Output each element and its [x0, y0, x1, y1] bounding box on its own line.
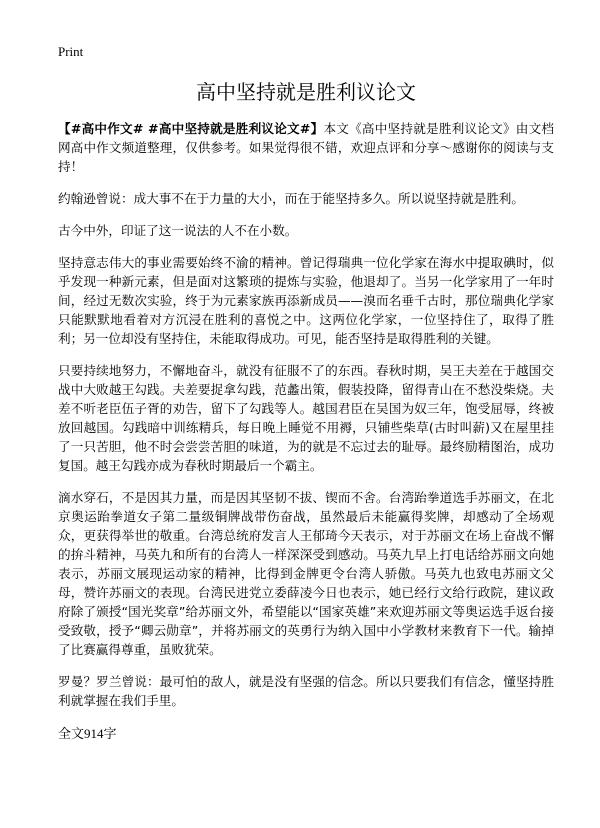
word-count-prefix: 全文 [58, 727, 85, 742]
paragraph-conclusion: 罗曼？罗兰曾说：最可怕的敌人，就是没有坚强的信念。所以只要我们有信念，懂坚持胜利就掌握在我们手里。 [58, 674, 554, 708]
paragraph-chemist: 坚持意志伟大的事业需要始终不渝的精神。曾记得瑞典一位化学家在海水中提取碘时，似乎发现一种新元素，但是面对这繁琐的提炼与实验，他退却了。当另一化学家用了一年时间，经过无数次实验，终于为元素家族再添新成员——溴而名垂千古时，那位瑞典化学家只能默默地看着对方沉浸在胜利的喜悦之中。这两位化学家，一位坚持住了，取得了胜利；另一位却没有坚持住，未能取得成功。可见，能否坚持是取得胜利的关键。 [58, 255, 554, 346]
article-tags: 【#高中作文# #高中坚持就是胜利议论文#】 [58, 121, 324, 136]
paragraph-thesis: 古今中外，印证了这一说法的人不在小数。 [58, 223, 298, 238]
print-label: Print [58, 44, 84, 59]
word-count [58, 724, 554, 744]
article-title: 高中坚持就是胜利议论文 [196, 80, 416, 104]
intro-paragraph [58, 119, 554, 176]
word-count-suffix: 字 [103, 727, 117, 742]
word-count-number: 914 [84, 726, 104, 741]
intro-text: 本文《高中坚持就是胜利议论文》由文档网高中作文频道整理，仅供参考。如果觉得很不错，欢迎点评和分享～感谢你的阅读与支持！ [58, 121, 554, 174]
paragraph-goujian: 只要持续地努力，不懈地奋斗，就没有征服不了的东西。春秋时期，吴王夫差在于越国交战中大败越王勾践。夫差要捉拿勾践，范蠡出策，假装投降，留得青山在不愁没柴烧。夫差不听老臣伍子胥的劝告，留下了勾践等人。越国君臣在吴国为奴三年，饱受屈辱，终被放回越国。勾践暗中训练精兵，每日晚上睡觉不用褥，只铺些柴草(古时叫薪)又在屋里挂了一只苦胆，他不时会尝尝苦胆的味道，为的就是不忘过去的耻辱。最终励精图治，成功复国。越王勾践亦成为春秋时期最后一个霸主。 [58, 363, 554, 473]
paragraph-su-liwen: 滴水穿石，不是因其力量，而是因其坚韧不拔、锲而不舍。台湾跆拳道选手苏丽文，在北京奥运跆拳道女子第二量级铜牌战带伤奋战，虽然最后未能赢得奖牌，却感动了全场观众，更获得举世的敬重。台湾总统府发言人王郁琦今天表示，对于苏丽文在场上奋战不懈的拚斗精神，马英九和所有的台湾人一样深深受到感动。马英九早上打电话给苏丽文向她表示，苏丽文展现运动家的精神，比得到金牌更令台湾人骄傲。马英九也致电苏丽文父母，赞许苏丽文的表现。台湾民进党立委薛凌今日也表示，她已经行文给行政院，建议政府除了颁授“国光奖章”给苏丽文外，希望能以“国家英雄”来欢迎苏丽文等奥运选手返台接受致敬，授予“卿云勋章”，并将苏丽文的英勇行为纳入国中小学教材来教育下一代。输掉了比赛赢得尊重，虽败犹荣。 [58, 490, 554, 657]
paragraph-quote: 约翰逊曾说：成大事不在于力量的大小，而在于能坚持多久。所以说坚持就是胜利。 [58, 191, 524, 206]
